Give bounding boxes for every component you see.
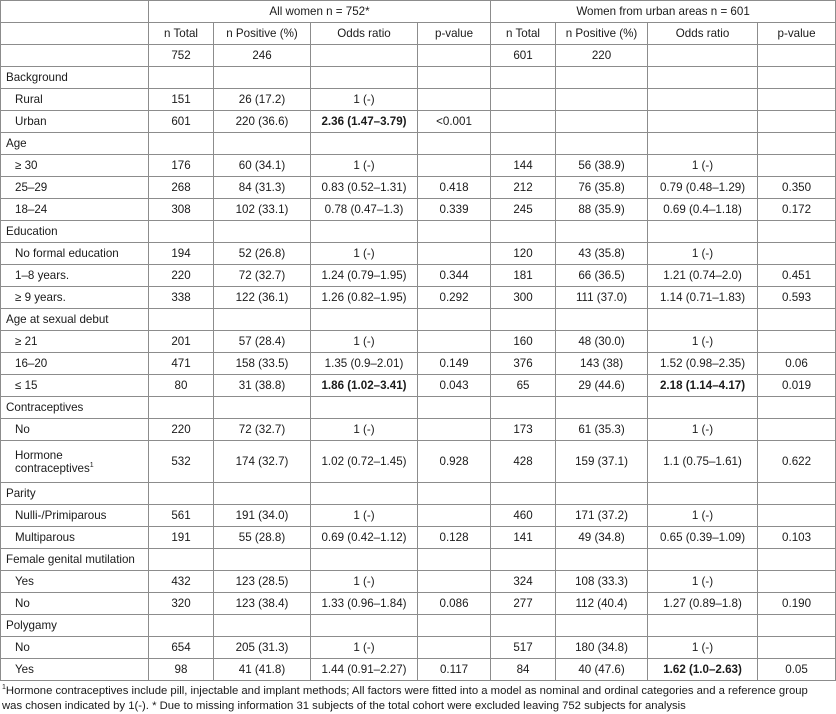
section-row <box>1 397 836 419</box>
row-label <box>1 441 149 483</box>
all-positive-cell: 55 (28.8) <box>214 527 311 549</box>
col-total-header: n Total <box>491 23 556 45</box>
all-odds-ratio-cell: 1 (-) <box>311 637 418 659</box>
row-label-text: No <box>15 641 30 654</box>
section-title: Contraceptives <box>1 397 149 419</box>
all-total-cell: 194 <box>149 243 214 265</box>
all-p-value-cell: <0.001 <box>418 111 491 133</box>
row-label-text: Multiparous <box>15 531 75 544</box>
urban-odds-ratio-cell: 1 (-) <box>648 571 758 593</box>
all-total-cell: 80 <box>149 375 214 397</box>
table-footnote <box>0 681 834 714</box>
urban-total-cell: 245 <box>491 199 556 221</box>
urban-total-cell <box>491 89 556 111</box>
row-label <box>1 375 149 397</box>
all-p-value-cell: 0.043 <box>418 375 491 397</box>
table-row <box>1 111 836 133</box>
all-odds-ratio-cell: 1.35 (0.9–2.01) <box>311 353 418 375</box>
footnote-marker: 1 <box>2 684 6 692</box>
row-label-text: ≥ 21 <box>15 335 38 348</box>
all-total-cell: 176 <box>149 155 214 177</box>
urban-positive-cell: 40 (47.6) <box>556 659 648 681</box>
urban-total-cell: 181 <box>491 265 556 287</box>
section-title: Education <box>1 221 149 243</box>
urban-p-value-cell: 0.451 <box>758 265 836 287</box>
urban-total-cell: 144 <box>491 155 556 177</box>
all-p-value-cell: 0.339 <box>418 199 491 221</box>
all-positive-cell: 60 (34.1) <box>214 155 311 177</box>
urban-p-value-cell: 0.06 <box>758 353 836 375</box>
row-label-text: 16–20 <box>15 357 48 370</box>
all-odds-ratio-cell: 1.33 (0.96–1.84) <box>311 593 418 615</box>
row-label-text: Hormone contraceptives <box>15 448 90 475</box>
all-p-value-cell: 0.149 <box>418 353 491 375</box>
row-label <box>1 505 149 527</box>
table-row <box>1 441 836 483</box>
urban-odds-ratio-cell: 1.27 (0.89–1.8) <box>648 593 758 615</box>
all-odds-ratio-cell: 1 (-) <box>311 155 418 177</box>
urban-odds-ratio-cell: 1 (-) <box>648 505 758 527</box>
urban-positive-count: 220 <box>556 45 648 67</box>
col-total-header: n Total <box>149 23 214 45</box>
row-label <box>1 111 149 133</box>
row-label <box>1 419 149 441</box>
row-label-text: Yes <box>15 575 34 588</box>
all-p-value-cell <box>418 331 491 353</box>
urban-total-cell: 65 <box>491 375 556 397</box>
all-p-value-cell: 0.418 <box>418 177 491 199</box>
urban-odds-ratio-cell: 0.65 (0.39–1.09) <box>648 527 758 549</box>
table-row <box>1 155 836 177</box>
urban-p-value-cell: 0.172 <box>758 199 836 221</box>
urban-total-cell: 517 <box>491 637 556 659</box>
all-p-value-cell: 0.292 <box>418 287 491 309</box>
urban-odds-ratio-cell: 1.14 (0.71–1.83) <box>648 287 758 309</box>
table-row <box>1 243 836 265</box>
row-label <box>1 243 149 265</box>
section-title: Parity <box>1 483 149 505</box>
urban-total-cell: 212 <box>491 177 556 199</box>
all-odds-ratio-cell: 1 (-) <box>311 331 418 353</box>
urban-odds-ratio-cell: 0.69 (0.4–1.18) <box>648 199 758 221</box>
urban-total-cell: 84 <box>491 659 556 681</box>
urban-odds-ratio-cell: 1 (-) <box>648 419 758 441</box>
urban-p-value-cell <box>758 155 836 177</box>
all-positive-cell: 31 (38.8) <box>214 375 311 397</box>
row-label <box>1 155 149 177</box>
urban-p-value-cell <box>758 505 836 527</box>
all-total-cell: 471 <box>149 353 214 375</box>
section-row <box>1 67 836 89</box>
all-total-cell: 268 <box>149 177 214 199</box>
urban-odds-ratio-cell: 1.52 (0.98–2.35) <box>648 353 758 375</box>
all-positive-cell: 102 (33.1) <box>214 199 311 221</box>
urban-p-value-cell <box>758 331 836 353</box>
urban-total-cell: 120 <box>491 243 556 265</box>
col-or-header: Odds ratio <box>648 23 758 45</box>
table-row <box>1 571 836 593</box>
group-header-row <box>1 1 836 23</box>
urban-positive-cell: 143 (38) <box>556 353 648 375</box>
col-or-header: Odds ratio <box>311 23 418 45</box>
table-body <box>1 67 836 681</box>
all-odds-ratio-cell: 0.78 (0.47–1.3) <box>311 199 418 221</box>
urban-positive-cell <box>556 89 648 111</box>
all-positive-cell: 72 (32.7) <box>214 419 311 441</box>
urban-p-value-cell: 0.622 <box>758 441 836 483</box>
corner-cell <box>1 1 149 23</box>
row-label-text: No <box>15 423 30 436</box>
urban-positive-cell: 171 (37.2) <box>556 505 648 527</box>
all-odds-ratio-cell: 1.86 (1.02–3.41) <box>311 375 418 397</box>
row-label <box>1 89 149 111</box>
all-positive-cell: 123 (38.4) <box>214 593 311 615</box>
all-positive-cell: 52 (26.8) <box>214 243 311 265</box>
section-row <box>1 221 836 243</box>
all-p-value-cell <box>418 505 491 527</box>
urban-total-cell <box>491 111 556 133</box>
urban-total-cell: 428 <box>491 441 556 483</box>
urban-odds-ratio-cell: 1 (-) <box>648 243 758 265</box>
row-label <box>1 199 149 221</box>
all-odds-ratio-cell: 1 (-) <box>311 89 418 111</box>
urban-odds-ratio-cell <box>648 89 758 111</box>
row-label-text: ≥ 30 <box>15 159 38 172</box>
row-label <box>1 637 149 659</box>
urban-odds-ratio-cell: 1 (-) <box>648 637 758 659</box>
section-title: Age at sexual debut <box>1 309 149 331</box>
all-odds-ratio-cell: 1.02 (0.72–1.45) <box>311 441 418 483</box>
all-total-cell: 561 <box>149 505 214 527</box>
section-row <box>1 615 836 637</box>
totals-row <box>1 45 836 67</box>
row-label <box>1 353 149 375</box>
group-all-header: All women n = 752* <box>149 1 491 23</box>
all-p-value-cell <box>418 637 491 659</box>
urban-total-cell: 300 <box>491 287 556 309</box>
urban-positive-cell: 49 (34.8) <box>556 527 648 549</box>
urban-odds-ratio-cell: 1 (-) <box>648 331 758 353</box>
urban-positive-cell: 48 (30.0) <box>556 331 648 353</box>
all-total-cell: 601 <box>149 111 214 133</box>
urban-total-cell: 324 <box>491 571 556 593</box>
row-label-text: ≤ 15 <box>15 379 38 392</box>
all-positive-cell: 191 (34.0) <box>214 505 311 527</box>
urban-positive-cell: 112 (40.4) <box>556 593 648 615</box>
all-total-cell: 220 <box>149 419 214 441</box>
col-p-header: p-value <box>418 23 491 45</box>
all-p-value-cell: 0.128 <box>418 527 491 549</box>
urban-positive-cell: 43 (35.8) <box>556 243 648 265</box>
urban-p-value-cell: 0.05 <box>758 659 836 681</box>
table-row <box>1 287 836 309</box>
all-odds-ratio-cell: 0.69 (0.42–1.12) <box>311 527 418 549</box>
urban-positive-cell: 180 (34.8) <box>556 637 648 659</box>
urban-positive-cell: 66 (36.5) <box>556 265 648 287</box>
table-row <box>1 505 836 527</box>
table-row <box>1 637 836 659</box>
all-odds-ratio-cell: 1 (-) <box>311 419 418 441</box>
all-total-cell: 308 <box>149 199 214 221</box>
all-odds-ratio-cell: 1.26 (0.82–1.95) <box>311 287 418 309</box>
table-row <box>1 593 836 615</box>
column-header-row <box>1 23 836 45</box>
urban-total-cell: 376 <box>491 353 556 375</box>
all-p-value-cell <box>418 89 491 111</box>
all-positive-cell: 84 (31.3) <box>214 177 311 199</box>
col-p-header: p-value <box>758 23 836 45</box>
urban-positive-cell: 61 (35.3) <box>556 419 648 441</box>
table-row <box>1 527 836 549</box>
all-odds-ratio-cell: 1 (-) <box>311 571 418 593</box>
section-row <box>1 483 836 505</box>
urban-p-value-cell <box>758 111 836 133</box>
row-label <box>1 659 149 681</box>
urban-total-cell: 141 <box>491 527 556 549</box>
urban-p-value-cell: 0.190 <box>758 593 836 615</box>
urban-odds-ratio-cell: 1.1 (0.75–1.61) <box>648 441 758 483</box>
urban-total-cell: 277 <box>491 593 556 615</box>
all-p-value-cell: 0.928 <box>418 441 491 483</box>
table-row <box>1 177 836 199</box>
section-title: Female genital mutilation <box>1 549 149 571</box>
urban-total-cell: 173 <box>491 419 556 441</box>
all-total-cell: 98 <box>149 659 214 681</box>
urban-positive-cell: 29 (44.6) <box>556 375 648 397</box>
row-label-text: Urban <box>15 115 47 128</box>
section-title: Background <box>1 67 149 89</box>
all-p-value-cell: 0.344 <box>418 265 491 287</box>
row-label <box>1 593 149 615</box>
urban-positive-cell: 159 (37.1) <box>556 441 648 483</box>
urban-p-value-cell: 0.350 <box>758 177 836 199</box>
all-positive-cell: 174 (32.7) <box>214 441 311 483</box>
section-row <box>1 133 836 155</box>
row-label-text: Yes <box>15 663 34 676</box>
row-label-text: 18–24 <box>15 203 48 216</box>
row-label-text: No formal education <box>15 247 119 260</box>
all-p-value-cell <box>418 571 491 593</box>
all-odds-ratio-cell: 1.44 (0.91–2.27) <box>311 659 418 681</box>
urban-p-value-cell <box>758 637 836 659</box>
table-row <box>1 419 836 441</box>
all-total-cell: 151 <box>149 89 214 111</box>
row-label-text: 1–8 years. <box>15 269 70 282</box>
all-p-value-cell <box>418 155 491 177</box>
table-row <box>1 199 836 221</box>
urban-odds-ratio-cell: 2.18 (1.14–4.17) <box>648 375 758 397</box>
all-positive-cell: 158 (33.5) <box>214 353 311 375</box>
urban-p-value-cell: 0.019 <box>758 375 836 397</box>
all-odds-ratio-cell: 2.36 (1.47–3.79) <box>311 111 418 133</box>
urban-odds-ratio-cell: 1.21 (0.74–2.0) <box>648 265 758 287</box>
all-p-value-cell <box>418 243 491 265</box>
footnote-text: Hormone contraceptives include pill, injectable and implant methods; All factors were fitted into a model as nominal and ordinal categories and a reference group was chosen indicated by 1(-). * Due to missing information 31 subjects of the total cohort were excluded leaving 752 subjects for analysis <box>2 685 808 712</box>
row-label <box>1 571 149 593</box>
all-odds-ratio-cell: 1 (-) <box>311 505 418 527</box>
all-total-cell: 191 <box>149 527 214 549</box>
section-row <box>1 309 836 331</box>
all-total-cell: 532 <box>149 441 214 483</box>
urban-positive-cell: 108 (33.3) <box>556 571 648 593</box>
table-row <box>1 89 836 111</box>
all-odds-ratio-cell: 1.24 (0.79–1.95) <box>311 265 418 287</box>
all-positive-cell: 57 (28.4) <box>214 331 311 353</box>
section-row <box>1 549 836 571</box>
urban-odds-ratio-cell: 1.62 (1.0–2.63) <box>648 659 758 681</box>
table-row <box>1 265 836 287</box>
all-positive-cell: 122 (36.1) <box>214 287 311 309</box>
all-positive-count: 246 <box>214 45 311 67</box>
col-positive-header: n Positive (%) <box>556 23 648 45</box>
all-odds-ratio-cell: 1 (-) <box>311 243 418 265</box>
section-title: Polygamy <box>1 615 149 637</box>
row-label <box>1 287 149 309</box>
all-positive-cell: 26 (17.2) <box>214 89 311 111</box>
group-urban-header: Women from urban areas n = 601 <box>491 1 836 23</box>
urban-positive-cell: 111 (37.0) <box>556 287 648 309</box>
all-p-value-cell <box>418 419 491 441</box>
row-label-text: No <box>15 597 30 610</box>
row-label-text: Nulli-/Primiparous <box>15 509 107 522</box>
urban-positive-cell: 88 (35.9) <box>556 199 648 221</box>
table-row <box>1 375 836 397</box>
urban-p-value-cell <box>758 89 836 111</box>
table-row <box>1 659 836 681</box>
all-positive-cell: 123 (28.5) <box>214 571 311 593</box>
urban-p-value-cell <box>758 419 836 441</box>
urban-odds-ratio-cell <box>648 111 758 133</box>
urban-p-value-cell: 0.103 <box>758 527 836 549</box>
row-label-text: 25–29 <box>15 181 48 194</box>
all-total-cell: 201 <box>149 331 214 353</box>
all-p-value-cell: 0.086 <box>418 593 491 615</box>
row-label-text: Rural <box>15 93 43 106</box>
all-positive-cell: 205 (31.3) <box>214 637 311 659</box>
all-positive-cell: 41 (41.8) <box>214 659 311 681</box>
urban-p-value-cell: 0.593 <box>758 287 836 309</box>
footnote-ref: 1 <box>89 461 94 469</box>
urban-positive-cell: 76 (35.8) <box>556 177 648 199</box>
all-total-cell: 220 <box>149 265 214 287</box>
row-label <box>1 177 149 199</box>
all-positive-cell: 72 (32.7) <box>214 265 311 287</box>
row-label <box>1 527 149 549</box>
table-row <box>1 353 836 375</box>
all-total-cell: 654 <box>149 637 214 659</box>
urban-odds-ratio-cell: 0.79 (0.48–1.29) <box>648 177 758 199</box>
row-label <box>1 331 149 353</box>
all-p-value-cell: 0.117 <box>418 659 491 681</box>
urban-total-count: 601 <box>491 45 556 67</box>
urban-odds-ratio-cell: 1 (-) <box>648 155 758 177</box>
row-label-text: ≥ 9 years. <box>15 291 66 304</box>
urban-p-value-cell <box>758 571 836 593</box>
all-total-cell: 432 <box>149 571 214 593</box>
all-odds-ratio-cell: 0.83 (0.52–1.31) <box>311 177 418 199</box>
row-label <box>1 265 149 287</box>
urban-positive-cell: 56 (38.9) <box>556 155 648 177</box>
all-positive-cell: 220 (36.6) <box>214 111 311 133</box>
section-title: Age <box>1 133 149 155</box>
table-row <box>1 331 836 353</box>
all-total-cell: 338 <box>149 287 214 309</box>
urban-positive-cell <box>556 111 648 133</box>
urban-p-value-cell <box>758 243 836 265</box>
col-positive-header: n Positive (%) <box>214 23 311 45</box>
all-total-count: 752 <box>149 45 214 67</box>
urban-total-cell: 460 <box>491 505 556 527</box>
all-total-cell: 320 <box>149 593 214 615</box>
urban-total-cell: 160 <box>491 331 556 353</box>
